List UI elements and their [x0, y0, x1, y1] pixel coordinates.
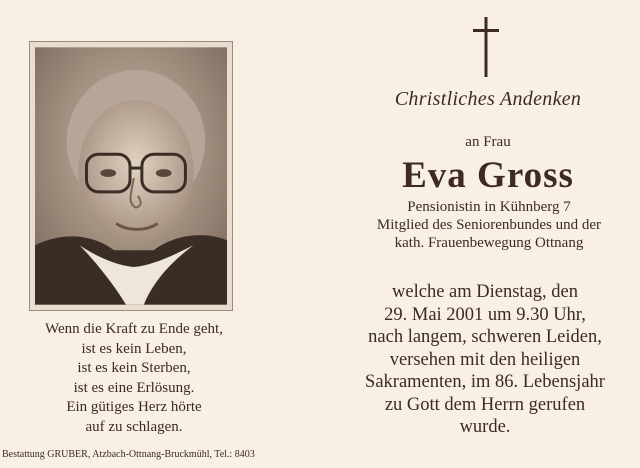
portrait-illustration	[35, 47, 227, 305]
death-notice	[330, 281, 640, 439]
poem-line: ist es eine Erlösung.	[73, 379, 195, 396]
death-line: versehen mit den heiligen	[389, 349, 581, 370]
info-line: kath. Frauenbewegung Ottnang	[394, 235, 584, 251]
portrait-photo	[29, 41, 233, 311]
memorial-poem	[12, 320, 256, 437]
cross-icon	[471, 17, 501, 77]
info-line: Mitglied des Seniorenbundes und der	[376, 217, 602, 233]
poem-line: auf zu schlagen.	[85, 418, 183, 435]
funeral-home-footer: Bestattung GRUBER, Atzbach-Ottnang-Bruckmühl, Tel.: 8403	[2, 449, 255, 460]
deceased-info	[348, 198, 630, 252]
death-line: wurde.	[459, 417, 511, 437]
death-line: Sakramenten, im 86. Lebensjahr	[365, 372, 605, 392]
poem-line: Ein gütiges Herz hörte	[66, 399, 202, 415]
death-line: welche am Dienstag, den	[392, 282, 578, 302]
poem-line: Wenn die Kraft zu Ende geht,	[45, 321, 223, 337]
salutation: an Frau	[465, 134, 511, 150]
death-line: 29. Mai 2001 um 9.30 Uhr,	[384, 304, 586, 325]
poem-line: ist es kein Sterben,	[77, 360, 191, 376]
info-line: Pensionistin in Kühnberg 7	[407, 199, 571, 215]
card-subtitle: Christliches Andenken	[394, 88, 582, 110]
death-line: nach langem, schweren Leiden,	[368, 327, 602, 347]
deceased-name: Eva Gross	[402, 155, 574, 196]
poem-line: ist es kein Leben,	[81, 340, 187, 357]
death-line: zu Gott dem Herrn gerufen	[384, 394, 586, 415]
